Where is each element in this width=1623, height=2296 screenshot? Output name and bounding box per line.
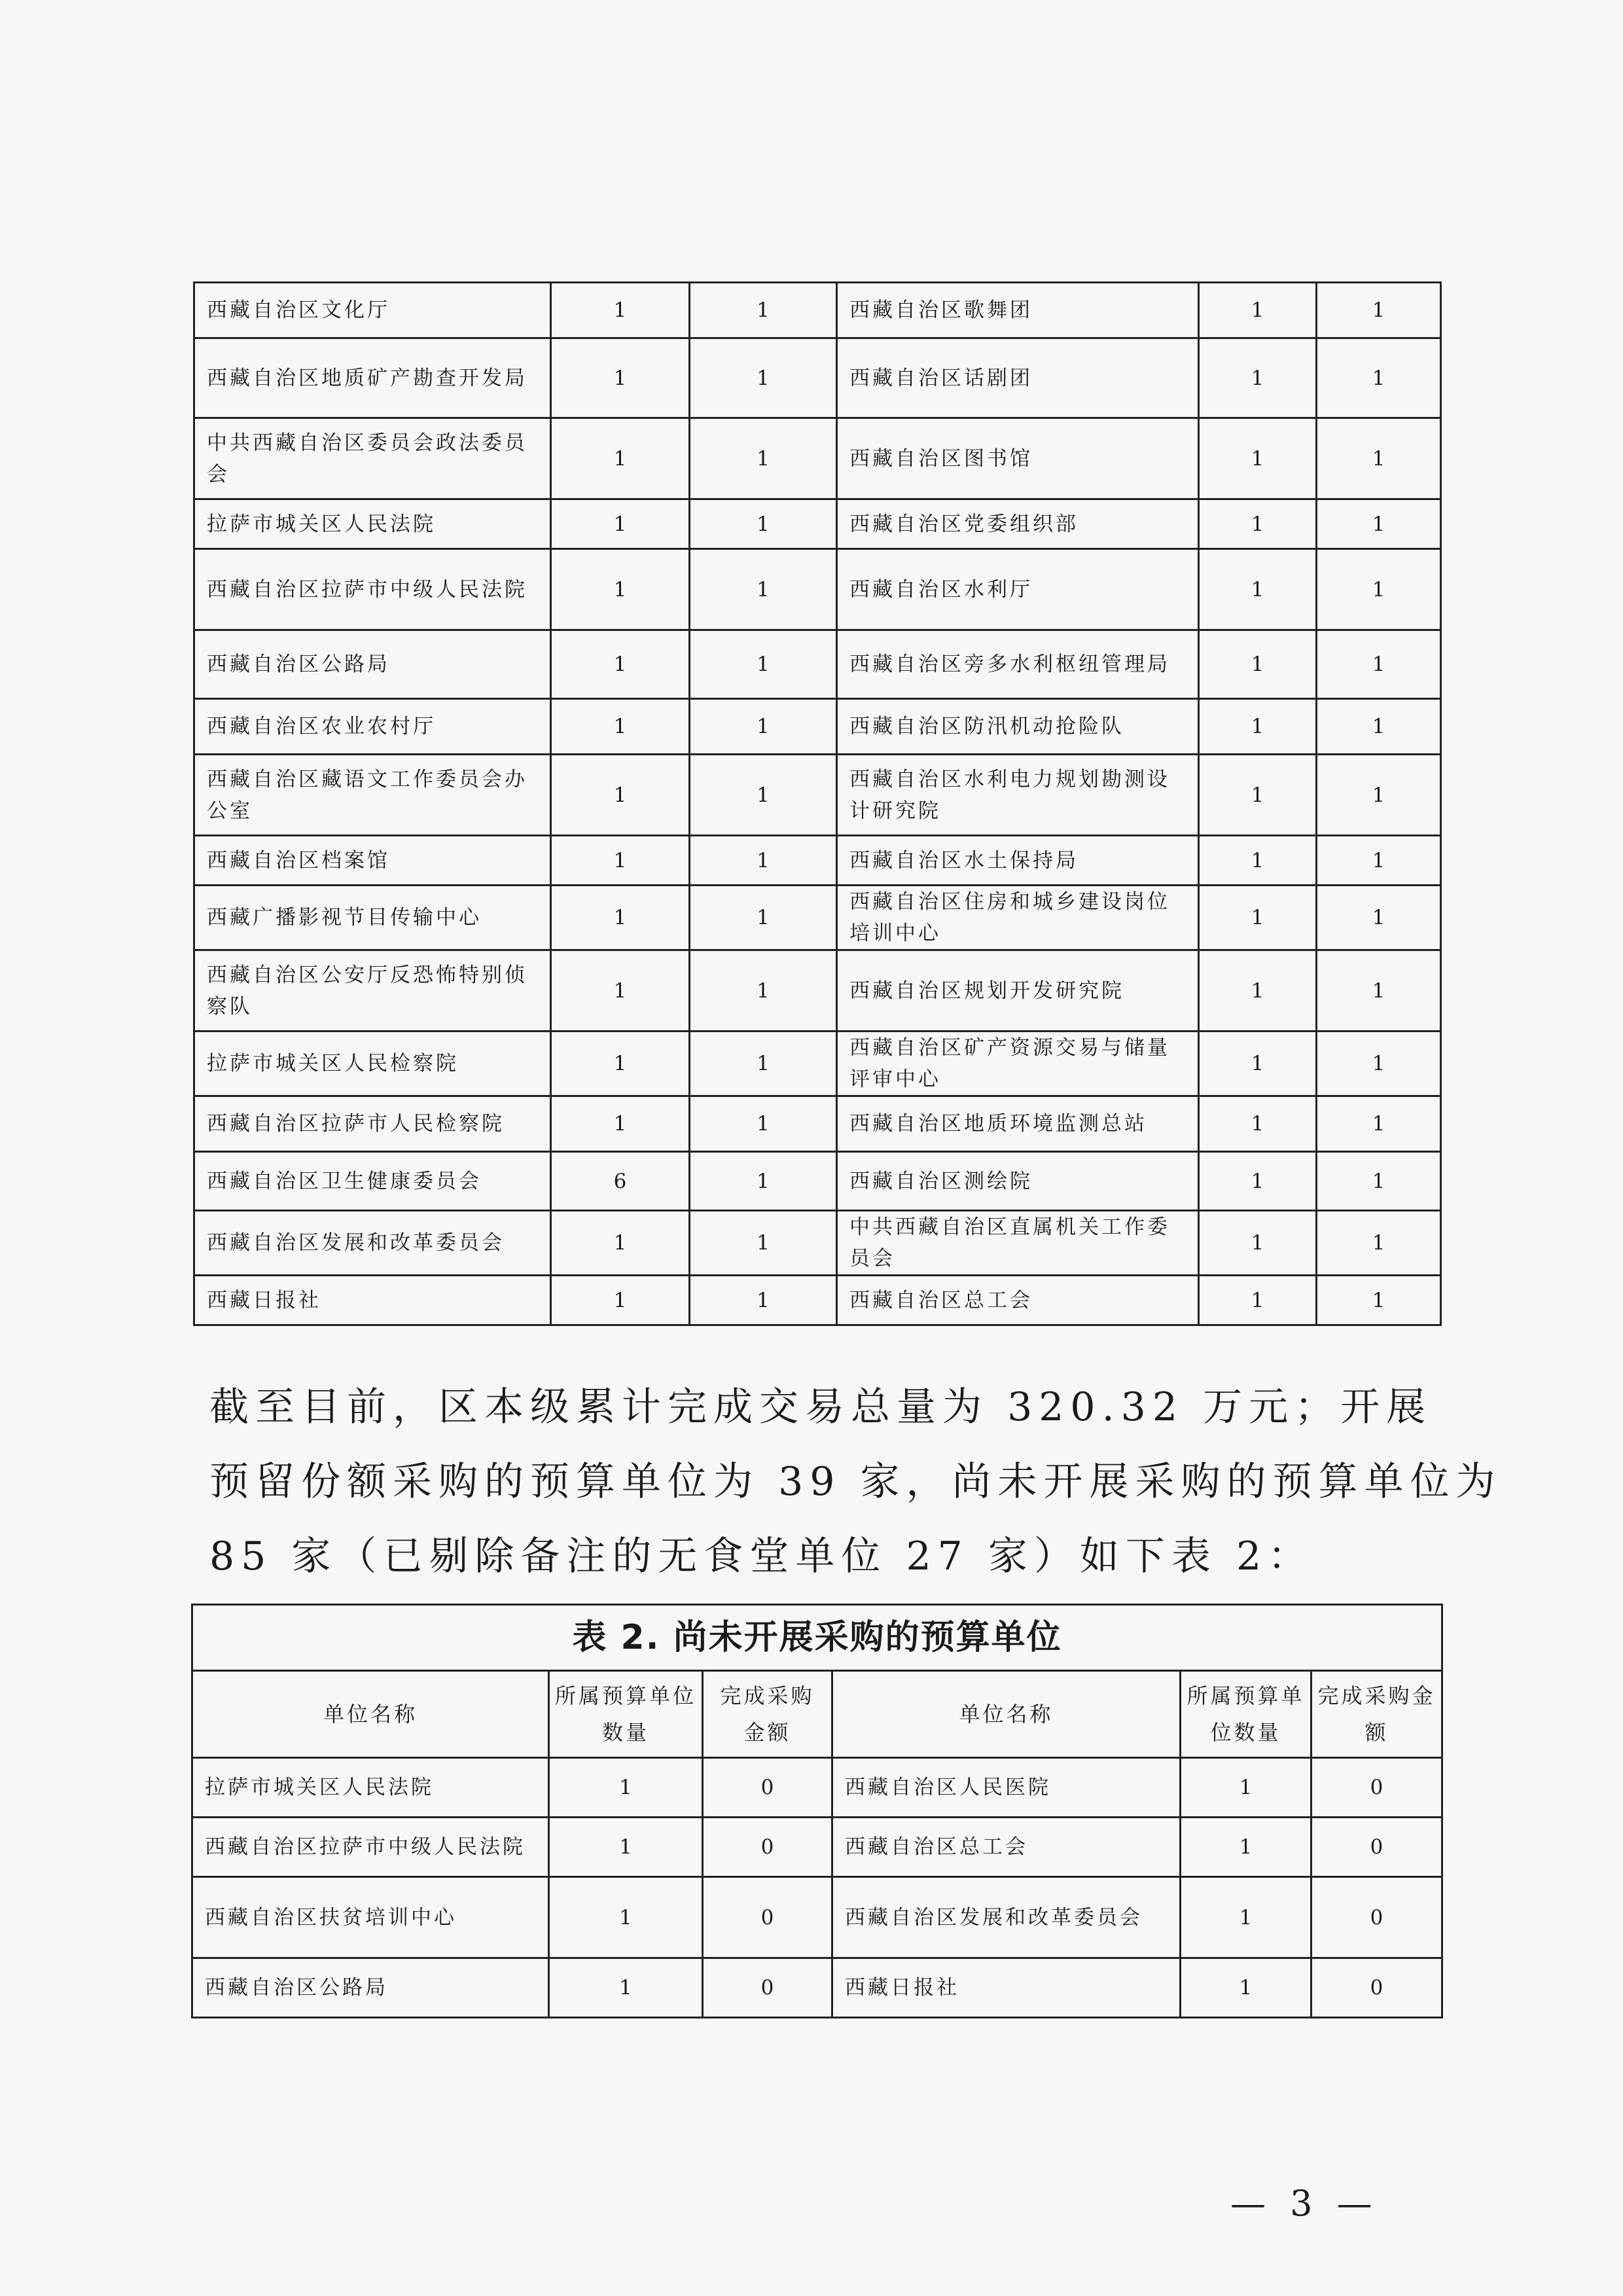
amount-left: 1 — [690, 950, 837, 1031]
unit-name-right: 西藏自治区总工会 — [832, 1818, 1181, 1877]
unit-name-left: 西藏自治区公路局 — [192, 1958, 549, 2018]
table-row — [192, 1818, 1442, 1877]
unit-name-right: 西藏自治区歌舞团 — [837, 283, 1199, 338]
amount-right: 1 — [1317, 418, 1441, 499]
unit-name-right: 西藏自治区党委组织部 — [837, 499, 1199, 549]
amount-left: 0 — [703, 1818, 832, 1877]
count-right: 1 — [1181, 1758, 1311, 1818]
table-row — [194, 950, 1441, 1031]
amount-right: 0 — [1311, 1958, 1442, 2018]
amount-right: 1 — [1317, 950, 1441, 1031]
amount-left: 0 — [703, 1958, 832, 2018]
amount-left: 1 — [690, 1096, 837, 1152]
table-row — [194, 630, 1441, 699]
unit-name-right: 西藏日报社 — [832, 1958, 1181, 2018]
table-row — [194, 836, 1441, 886]
table-row — [192, 1958, 1442, 2018]
unit-name-right: 西藏自治区水利电力规划勘测设计研究院 — [837, 755, 1199, 836]
count-left: 1 — [551, 1211, 690, 1276]
count-left: 1 — [551, 1276, 690, 1325]
amount-right: 0 — [1311, 1877, 1442, 1958]
count-left: 1 — [551, 950, 690, 1031]
count-right: 1 — [1181, 1958, 1311, 2018]
table-row — [194, 283, 1441, 338]
count-left: 1 — [549, 1758, 703, 1818]
count-right: 1 — [1199, 1211, 1317, 1276]
unit-name-right: 西藏自治区矿产资源交易与储量评审中心 — [837, 1031, 1199, 1096]
unit-name-right: 西藏自治区测绘院 — [837, 1152, 1199, 1211]
count-right: 1 — [1199, 699, 1317, 755]
unit-name-right: 西藏自治区住房和城乡建设岗位培训中心 — [837, 886, 1199, 950]
unit-name-right: 中共西藏自治区直属机关工作委员会 — [837, 1211, 1199, 1276]
amount-left: 1 — [690, 1152, 837, 1211]
unit-name-left: 西藏自治区卫生健康委员会 — [194, 1152, 551, 1211]
count-right: 1 — [1199, 1031, 1317, 1096]
count-right: 1 — [1181, 1818, 1311, 1877]
unit-name-left: 西藏自治区拉萨市人民检察院 — [194, 1096, 551, 1152]
unit-name-left: 拉萨市城关区人民法院 — [192, 1758, 549, 1818]
amount-right: 1 — [1317, 1031, 1441, 1096]
count-left: 1 — [551, 886, 690, 950]
table2-header-row — [192, 1671, 1442, 1758]
amount-left: 0 — [703, 1877, 832, 1958]
budget-units-table — [193, 281, 1442, 1326]
count-left: 1 — [551, 418, 690, 499]
amount-left: 1 — [690, 1276, 837, 1325]
unit-name-right: 西藏自治区水利厅 — [837, 549, 1199, 630]
amount-right: 1 — [1317, 630, 1441, 699]
amount-right: 1 — [1317, 1211, 1441, 1276]
count-right: 1 — [1199, 1152, 1317, 1211]
count-left: 1 — [551, 630, 690, 699]
count-left: 1 — [549, 1877, 703, 1958]
unpurchased-units-table-body — [192, 1758, 1442, 2018]
count-left: 1 — [551, 1096, 690, 1152]
count-right: 1 — [1199, 755, 1317, 836]
unit-name-left: 西藏自治区公路局 — [194, 630, 551, 699]
header-amount-left: 完成采购金额 — [703, 1671, 832, 1758]
amount-right: 0 — [1311, 1818, 1442, 1877]
table-row — [194, 1152, 1441, 1211]
table-row — [194, 418, 1441, 499]
count-right: 1 — [1181, 1877, 1311, 1958]
amount-right: 1 — [1317, 836, 1441, 886]
unit-name-right: 西藏自治区人民医院 — [832, 1758, 1181, 1818]
unit-name-right: 西藏自治区规划开发研究院 — [837, 950, 1199, 1031]
count-left: 6 — [551, 1152, 690, 1211]
amount-left: 1 — [690, 755, 837, 836]
amount-right: 1 — [1317, 886, 1441, 950]
unit-name-right: 西藏自治区旁多水利枢纽管理局 — [837, 630, 1199, 699]
table-row — [194, 1096, 1441, 1152]
unit-name-left: 拉萨市城关区人民法院 — [194, 499, 551, 549]
unit-name-left: 西藏自治区扶贫培训中心 — [192, 1877, 549, 1958]
amount-right: 1 — [1317, 499, 1441, 549]
unit-name-left: 西藏自治区档案馆 — [194, 836, 551, 886]
amount-right: 1 — [1317, 755, 1441, 836]
count-left: 1 — [551, 549, 690, 630]
count-left: 1 — [551, 338, 690, 418]
amount-left: 1 — [690, 836, 837, 886]
header-amount-right: 完成采购金额 — [1311, 1671, 1442, 1758]
amount-left: 1 — [690, 1031, 837, 1096]
unit-name-left: 西藏自治区藏语文工作委员会办公室 — [194, 755, 551, 836]
unit-name-left: 西藏日报社 — [194, 1276, 551, 1325]
amount-left: 1 — [690, 886, 837, 950]
amount-right: 1 — [1317, 338, 1441, 418]
count-left: 1 — [551, 499, 690, 549]
budget-units-table-body — [194, 283, 1441, 1325]
unit-name-right: 西藏自治区水土保持局 — [837, 836, 1199, 886]
amount-left: 1 — [690, 1211, 837, 1276]
count-right: 1 — [1199, 1096, 1317, 1152]
table-row — [194, 1276, 1441, 1325]
unit-name-left: 西藏自治区拉萨市中级人民法院 — [194, 549, 551, 630]
count-left: 1 — [551, 755, 690, 836]
unit-name-left: 西藏自治区农业农村厅 — [194, 699, 551, 755]
amount-right: 1 — [1317, 283, 1441, 338]
count-right: 1 — [1199, 836, 1317, 886]
count-left: 1 — [551, 699, 690, 755]
count-right: 1 — [1199, 886, 1317, 950]
unit-name-right: 西藏自治区地质环境监测总站 — [837, 1096, 1199, 1152]
amount-left: 0 — [703, 1758, 832, 1818]
count-left: 1 — [551, 836, 690, 886]
count-right: 1 — [1199, 283, 1317, 338]
unit-name-left: 西藏广播影视节目传输中心 — [194, 886, 551, 950]
amount-left: 1 — [690, 699, 837, 755]
unpurchased-units-table — [191, 1604, 1443, 2018]
unit-name-left: 西藏自治区地质矿产勘查开发局 — [194, 338, 551, 418]
count-right: 1 — [1199, 950, 1317, 1031]
table-row — [194, 338, 1441, 418]
count-left: 1 — [549, 1958, 703, 2018]
unit-name-right: 西藏自治区发展和改革委员会 — [832, 1877, 1181, 1958]
unit-name-left: 西藏自治区公安厅反恐怖特别侦察队 — [194, 950, 551, 1031]
count-right: 1 — [1199, 338, 1317, 418]
amount-right: 1 — [1317, 1152, 1441, 1211]
amount-left: 1 — [690, 283, 837, 338]
amount-left: 1 — [690, 338, 837, 418]
count-left: 1 — [551, 1031, 690, 1096]
page-number: — 3 — — [1230, 2183, 1379, 2224]
amount-left: 1 — [690, 418, 837, 499]
table2-caption: 表 2. 尚未开展采购的预算单位 — [192, 1605, 1442, 1671]
count-left: 1 — [549, 1818, 703, 1877]
table-row — [192, 1758, 1442, 1818]
unit-name-left: 中共西藏自治区委员会政法委员会 — [194, 418, 551, 499]
header-unit-name-left: 单位名称 — [192, 1671, 549, 1758]
amount-right: 0 — [1311, 1758, 1442, 1818]
count-left: 1 — [551, 283, 690, 338]
table-row — [194, 549, 1441, 630]
count-right: 1 — [1199, 549, 1317, 630]
count-right: 1 — [1199, 1276, 1317, 1325]
amount-right: 1 — [1317, 699, 1441, 755]
table-row — [194, 1211, 1441, 1276]
amount-right: 1 — [1317, 549, 1441, 630]
header-count-left: 所属预算单位数量 — [549, 1671, 703, 1758]
table-row — [194, 1031, 1441, 1096]
unit-name-right: 西藏自治区总工会 — [837, 1276, 1199, 1325]
summary-line-1: 截至目前，区本级累计完成交易总量为 320.32 万元；开展 — [209, 1384, 1433, 1430]
table-row — [192, 1877, 1442, 1958]
amount-left: 1 — [690, 549, 837, 630]
summary-line-3: 85 家（已剔除备注的无食堂单位 27 家）如下表 2： — [209, 1534, 1314, 1579]
summary-line-2: 预留份额采购的预算单位为 39 家，尚未开展采购的预算单位为 — [209, 1459, 1502, 1505]
count-right: 1 — [1199, 418, 1317, 499]
unit-name-right: 西藏自治区图书馆 — [837, 418, 1199, 499]
header-unit-name-right: 单位名称 — [832, 1671, 1181, 1758]
header-count-right: 所属预算单位数量 — [1181, 1671, 1311, 1758]
unit-name-left: 西藏自治区拉萨市中级人民法院 — [192, 1818, 549, 1877]
amount-right: 1 — [1317, 1276, 1441, 1325]
table-row — [194, 886, 1441, 950]
unit-name-right: 西藏自治区话剧团 — [837, 338, 1199, 418]
table-row — [194, 499, 1441, 549]
unit-name-left: 西藏自治区发展和改革委员会 — [194, 1211, 551, 1276]
count-right: 1 — [1199, 499, 1317, 549]
unit-name-left: 拉萨市城关区人民检察院 — [194, 1031, 551, 1096]
amount-right: 1 — [1317, 1096, 1441, 1152]
amount-left: 1 — [690, 499, 837, 549]
unit-name-left: 西藏自治区文化厅 — [194, 283, 551, 338]
table-row — [194, 755, 1441, 836]
count-right: 1 — [1199, 630, 1317, 699]
table-row — [194, 699, 1441, 755]
unit-name-right: 西藏自治区防汛机动抢险队 — [837, 699, 1199, 755]
amount-left: 1 — [690, 630, 837, 699]
